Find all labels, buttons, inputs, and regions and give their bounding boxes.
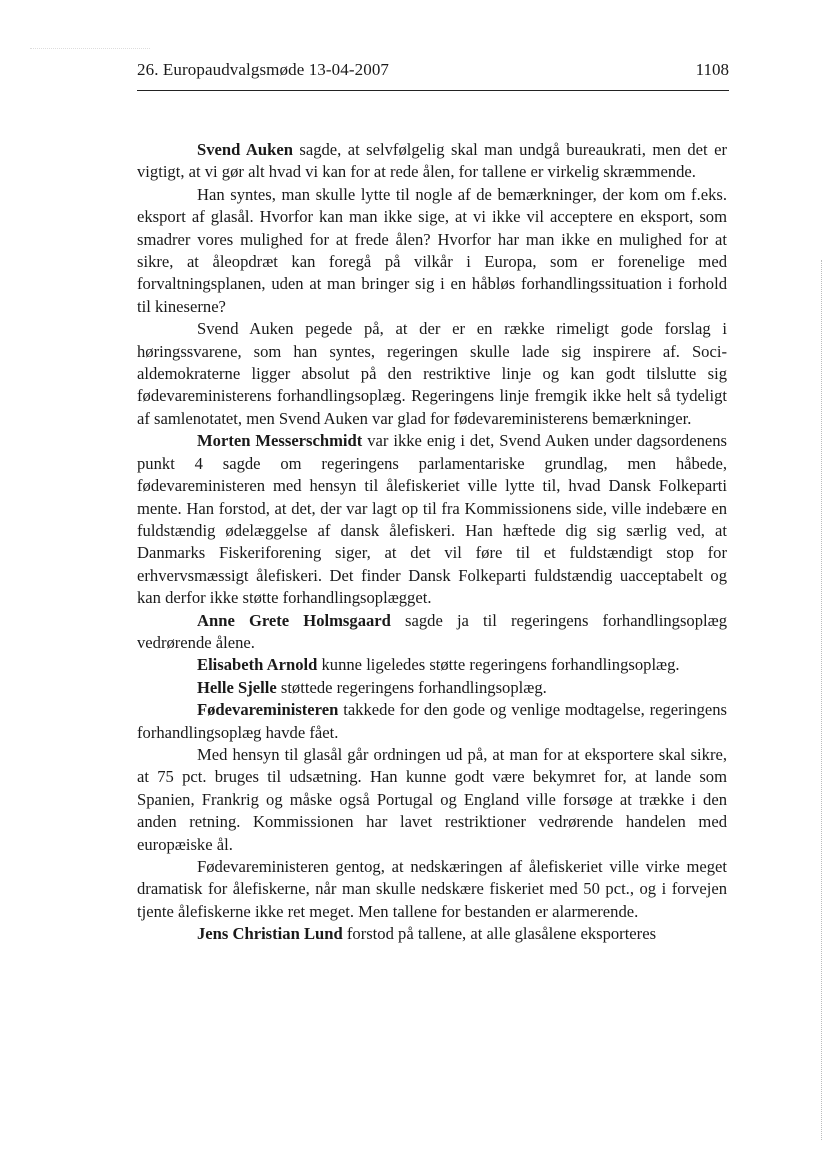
paragraph [137,923,727,945]
header-divider [137,90,729,91]
speaker-name: Svend Auken [197,140,293,159]
paragraph [137,139,727,184]
paragraph-text: Svend Auken pegede på, at der er en række rimeligt gode forslag i høringssvarene, som han syntes, regeringen skulle lade sig inspirere af. Socialdemokraterne ligger absolut på den restriktive linje og kan godt tilslutte sig fødevareministerens forhandlingsoplæg. Regeringens linje fremgik ikke helt så tydeligt af samlenotatet, men Svend Auken var glad for fødevareministerens bemærkninger. [137,319,727,428]
paragraph-text: Fødevareministeren gentog, at nedskæringen af ålefiskeriet ville virke meget dramatisk for ålefiskerne, når man skulle nedskære fiskeriet med 50 pct., og i forvejen tjente ålefiskerne ikke ret meget. Men tallene for bestanden er alarmerende. [137,857,727,921]
scan-artifact-edge [821,260,822,1140]
speaker-name: Fødevareministeren [197,700,339,720]
paragraph-text: takkede for den gode og venlige modtagelse, regeringens forhandlingsoplæg havde fået. [137,700,727,742]
paragraph-text: var ikke enig i det, Svend Auken under dagsordenens punkt 4 sagde om regeringens parlamentariske grundlag, men håbede, fødevareministeren med hensyn til ålefiskeriet ville lytte til, hvad Dansk Folkeparti mente. Han forstod, at det, der var lagt op til fra Kommissionens side, ville indebære en fuldstændig ødelæggelse af dansk ålefiskeri. Han hæftede dig sig særlig ved, at Danmarks Fiskeriforening siger, at det vil føre til et fuldstændigt stop for erhvervsmæssigt ålefiskeri. Det finder Dansk Folkeparti fuldstændig uacceptabelt og kan derfor ikke støtte forhandlingsoplægget. [137,431,727,608]
paragraph [137,184,727,318]
speaker-name: Anne Grete Holmsgaard [197,610,391,630]
page-number: 1108 [695,60,729,79]
speaker-name: Jens Christian Lund [197,924,343,944]
paragraph [137,677,727,699]
paragraph [137,856,727,923]
paragraph-text: sagde, at selvfølgelig skal man undgå bureaukrati, men det er vigtigt, at vi gør alt hvad vi kan for at rede ålen, for tallene er virkelig skræmmende. [137,140,727,182]
speaker-name: Elisabeth Arnold [197,655,318,675]
paragraph [137,430,727,609]
header-title: 26. Europaudvalgsmøde 13-04-2007 [137,60,390,79]
paragraph [137,744,727,856]
paragraph-text: Han syntes, man skulle lytte til nogle af de bemærkninger, der kom om f.eks. eksport af glasål. Hvorfor kan man ikke sige, at vi ikke vil acceptere en eksport, som smadrer vores mulighed for at frede ålen? Hvorfor har man ikke en mulighed for at sikre, at åleopdræt kan foregå på vilkår i Europa, som er forenelige med forvaltningsplanen, uden at man bringer sig i en håbløs forhandlingssituation i forhold til kineserne? [137,184,727,316]
paragraph [137,654,727,676]
scan-artifact-top [30,48,150,49]
page-header [137,60,729,88]
speaker-name: Morten Messerschmidt [197,431,363,451]
paragraph [137,318,727,430]
speaker-name: Helle Sjelle [197,677,277,697]
paragraph-text: forstod på tallene, at alle glasålene eksporteres [342,924,657,944]
paragraph [137,610,727,655]
document-body [137,139,727,946]
paragraph-text: kunne ligeledes støtte regeringens forhandlingsoplæg. [317,655,680,675]
paragraph [137,699,727,744]
paragraph-text: Med hensyn til glasål går ordningen ud på, at man for at eksportere skal sikre, at 75 pct. bruges til udsætning. Han kunne godt være bekymret for, at lande som Spanien, Frankrig og måske også Portugal og England ville forsøge at trække i den anden retning. Kommissionen har lavet restriktioner vedrørende handelen med europæiske ål. [137,744,727,854]
paragraph-text: sagde ja til regeringens forhandlingsoplæg vedrørende ålene. [137,610,727,652]
paragraph-text: støttede regeringens forhandlingsoplæg. [276,677,547,697]
